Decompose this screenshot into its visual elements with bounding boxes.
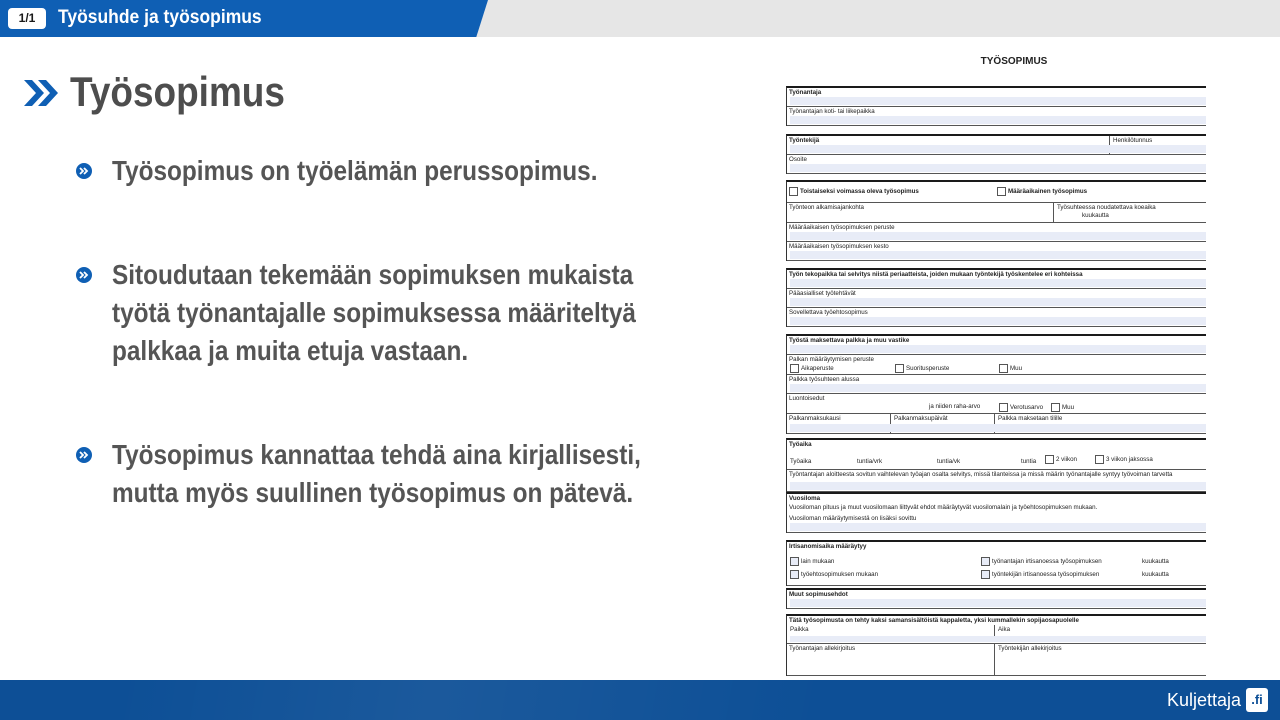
form-label: Tätä työsopimusta on tehty kaksi samansisältöistä kappaletta, yksi kummallekin sopijaosapuolelle: [789, 617, 1079, 624]
page-title: Työsopimus: [70, 68, 285, 115]
brand-suffix: .fi: [1246, 688, 1268, 712]
page-badge: 1/1: [8, 8, 46, 29]
form-label: Pääasialliset työtehtävät: [789, 290, 856, 297]
form-label: tuntia: [1021, 458, 1037, 465]
form-label: Palkanmaksupäivät: [894, 415, 948, 422]
form-label: Työaika: [790, 458, 812, 465]
bullet-icon: [75, 266, 93, 284]
form-label: Palkka työsuhteen alussa: [789, 376, 860, 383]
form-label: Paikka: [790, 626, 809, 633]
bullet-text: Työsopimus on työelämän perussopimus.: [112, 155, 598, 186]
signature-section: [786, 614, 1206, 676]
form-label: Luontoisedut: [789, 395, 825, 402]
employer-section: [786, 86, 1206, 126]
annual-leave-section: [786, 492, 1206, 533]
contract-type-section: [786, 180, 1206, 261]
bullet-text: Työsopimus kannattaa tehdä aina kirjallisesti, mutta myös suullinen työsopimus on pätevä.: [112, 439, 641, 508]
form-label: 2 viikon: [1056, 456, 1077, 464]
form-label: työntekijän irtisanoessa työsopimuksen: [992, 571, 1100, 579]
bullet-icon: [75, 162, 93, 180]
form-label: kuukautta: [1142, 571, 1169, 578]
form-label: Määräaikainen työsopimus: [1008, 188, 1088, 196]
bullet-text: Sitoudutaan tekemään sopimuksen mukaista työtä työnantajalle sopimuksessa määriteltyä palkkaa ja muita etuja vastaan.: [112, 259, 636, 366]
form-label: Palkanmaksukausi: [789, 415, 841, 422]
form-label: työnantajan irtisanoessa työsopimuksen: [992, 558, 1102, 566]
employee-section: [786, 134, 1206, 174]
form-label: Sovellettava työehtosopimus: [789, 309, 868, 316]
other-terms-section: [786, 588, 1206, 609]
bullet-icon: [75, 446, 93, 464]
form-label: Työnantajan allekirjoitus: [789, 645, 856, 652]
form-label: Vuosiloma: [789, 495, 821, 502]
form-label: Aika: [998, 626, 1011, 633]
notice-period-section: [786, 540, 1206, 586]
form-label: Työntekijän allekirjoitus: [998, 645, 1062, 652]
form-label: Määräaikaisen työsopimuksen peruste: [789, 224, 895, 231]
top-bar: [0, 0, 1280, 37]
form-label: Verotusarvo: [1010, 404, 1044, 412]
form-label: Työnantajan koti- tai liikepaikka: [789, 108, 875, 115]
form-label: Työnantaja: [789, 89, 822, 96]
form-label: Työnteon alkamisajankohta: [789, 204, 864, 211]
brand-logo: [1167, 687, 1268, 713]
form-label: Vuosiloman pituus ja muut vuosilomaan liittyvät ehdot määräytyvät vuosilomalain ja työehtosopimuksen mukaan.: [789, 504, 1098, 511]
form-label: Suoritusperuste: [906, 365, 950, 373]
form-label: työehtosopimuksen mukaan: [801, 571, 879, 579]
form-label: kuukautta: [1082, 212, 1109, 219]
contract-form-image: [784, 50, 1204, 680]
footer-bar: [0, 680, 1280, 720]
form-label: tuntia/vk: [937, 458, 961, 465]
workplace-section: [786, 268, 1206, 327]
form-label: Määräaikaisen työsopimuksen kesto: [789, 243, 889, 250]
form-label: Aikaperuste: [801, 365, 834, 373]
form-label: Työn tekopaikka tai selvitys niistä periaatteista, joiden mukaan työntekijä työskentelee eri kohteissa: [789, 271, 1083, 278]
form-label: Toistaiseksi voimassa oleva työsopimus: [800, 188, 919, 196]
salary-section: [786, 334, 1206, 434]
form-label: 3 viikon jaksossa: [1106, 456, 1153, 464]
section-title: Työsuhde ja työsopimus: [58, 7, 262, 28]
working-time-section: [786, 438, 1206, 492]
form-label: Työsuhteessa noudatettava koeaika: [1057, 204, 1156, 211]
form-label: Muut sopimusehdot: [789, 591, 848, 598]
form-label: Työaika: [789, 441, 812, 448]
form-label: kuukautta: [1142, 558, 1169, 565]
form-label: Palkan määräytymisen peruste: [789, 356, 874, 363]
form-label: Työntekijä: [789, 137, 820, 144]
form-label: tuntia/vrk: [857, 458, 883, 465]
form-label: lain mukaan: [801, 558, 835, 566]
form-label: Henkilötunnus: [1113, 137, 1153, 144]
brand-name: Kuljettaja: [1166, 689, 1241, 710]
form-label: ja niiden raha-arvo: [929, 403, 981, 410]
form-label: Irtisanomisaika määräytyy: [789, 543, 867, 550]
form-label: Osoite: [789, 156, 807, 163]
double-chevron-right-icon: [24, 80, 60, 106]
form-label: Työntantajan aloitteesta sovitun vaihtelevan työajan osalta selvitys, missä tilanteissa ja missä määrin työnantajalle syntyy työvoiman tarvetta: [789, 471, 1173, 478]
form-label: Palkka maksetaan tilille: [998, 415, 1063, 422]
footer-decoration: [120, 680, 820, 720]
form-title: TYÖSOPIMUS: [980, 56, 1048, 67]
form-label: Muu: [1010, 365, 1023, 373]
form-label: Vuosiloman määräytymisestä on lisäksi sovittu: [789, 515, 917, 522]
form-label: Muu: [1062, 404, 1075, 412]
form-label: Työstä maksettava palkka ja muu vastike: [789, 337, 910, 344]
